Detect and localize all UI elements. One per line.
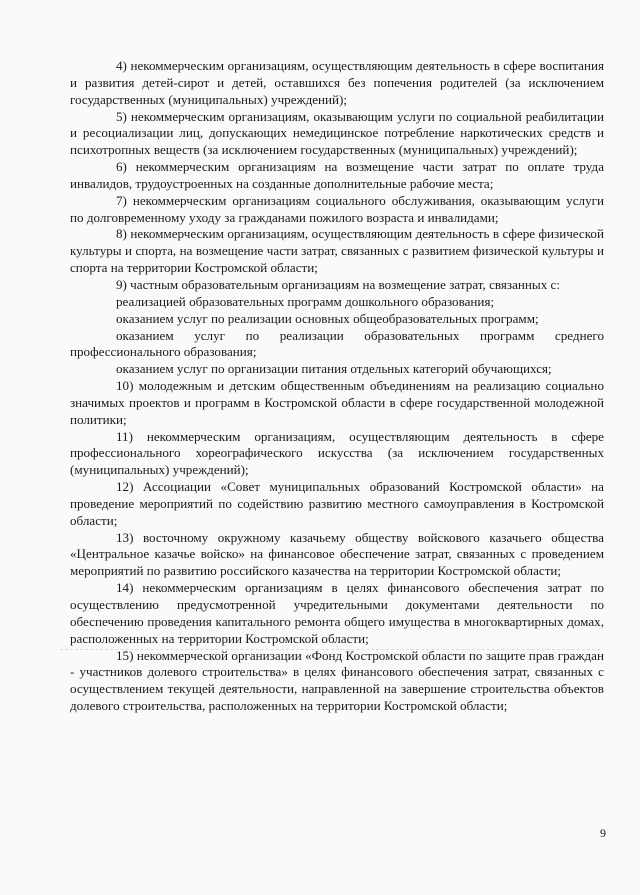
paragraph-item-5: 5) некоммерческим организациям, оказывающим услуги по социальной реабилитации и ресоциализации лиц, допускающих немедицинское потребление наркотических средств и психотропных веществ (за исключением государственных (муниципальных) учреждений); <box>70 108 604 158</box>
paragraph-item-10: 10) молодежным и детским общественным объединениям на реализацию социально значимых проектов и программ в Костромской области в сфере государственной молодежной политики; <box>70 378 604 427</box>
paragraph-item-6: 6) некоммерческим организациям на возмещение части затрат по оплате труда инвалидов, трудоустроенных на созданные дополнительные рабочие места; <box>70 159 604 191</box>
paragraph-item-9: 9) частным образовательным организациям на возмещение затрат, связанных с: <box>116 276 560 292</box>
paragraph-item-14: 14) некоммерческим организациям в целях финансового обеспечения затрат по осуществлению предусмотренной учредительными документами деятельности по обеспечению проведения капитального ремонта общего имущества в многоквартирных домах, расположенных на территории Костромской области; <box>70 580 604 646</box>
document-body <box>70 58 604 715</box>
paragraph-item-8: 8) некоммерческим организациям, осуществляющим деятельность в сфере физической культуры и спорта, на возмещение части затрат, связанных с развитием физической культуры и спорта на территории Костромской области; <box>70 226 604 276</box>
subitem-general-education: оказанием услуг по реализации основных общеобразовательных программ; <box>116 310 539 326</box>
paragraph-item-15: 15) некоммерческой организации «Фонд Костромской области по защите прав граждан - участников долевого строительства» в целях финансового обеспечения затрат, связанных с осуществлением текущей деятельности, направленной на завершение строительства объектов долевого строительства, расположенных на территории Костромской области; <box>70 647 604 714</box>
subitem-catering: оказанием услуг по организации питания отдельных категорий обучающихся; <box>116 361 552 377</box>
paragraph-item-12: 12) Ассоциации «Совет муниципальных образований Костромской области» на проведение мероприятий по содействию развитию местного самоуправления в Костромской области; <box>70 479 604 528</box>
paragraph-item-13: 13) восточному окружному казачьему обществу войскового казачьего общества «Центральное казачье войско» на финансовое обеспечение затрат, связанных с проведением мероприятий по развитию российского казачества на территории Костромской области; <box>70 529 604 579</box>
subitem-vocational: оказанием услуг по реализации образовательных программ среднего профессионального образования; <box>70 327 604 360</box>
subitem-preschool: реализацией образовательных программ дошкольного образования; <box>116 293 495 309</box>
page-number: 9 <box>600 826 606 840</box>
paragraph-item-11: 11) некоммерческим организациям, осуществляющим деятельность в сфере профессионального хореографического искусства (за исключением государственных (муниципальных) учреждений); <box>70 428 604 478</box>
paragraph-item-7: 7) некоммерческим организациям социального обслуживания, оказывающим услуги по долговременному уходу за гражданами пожилого возраста и инвалидами; <box>70 192 604 225</box>
scan-artifact-line <box>60 649 600 650</box>
paragraph-item-4: 4) некоммерческим организациям, осуществляющим деятельность в сфере воспитания и развития детей-сирот и детей, оставшихся без попечения родителей (за исключением государственных (муниципальных) учреждений); <box>70 58 604 107</box>
